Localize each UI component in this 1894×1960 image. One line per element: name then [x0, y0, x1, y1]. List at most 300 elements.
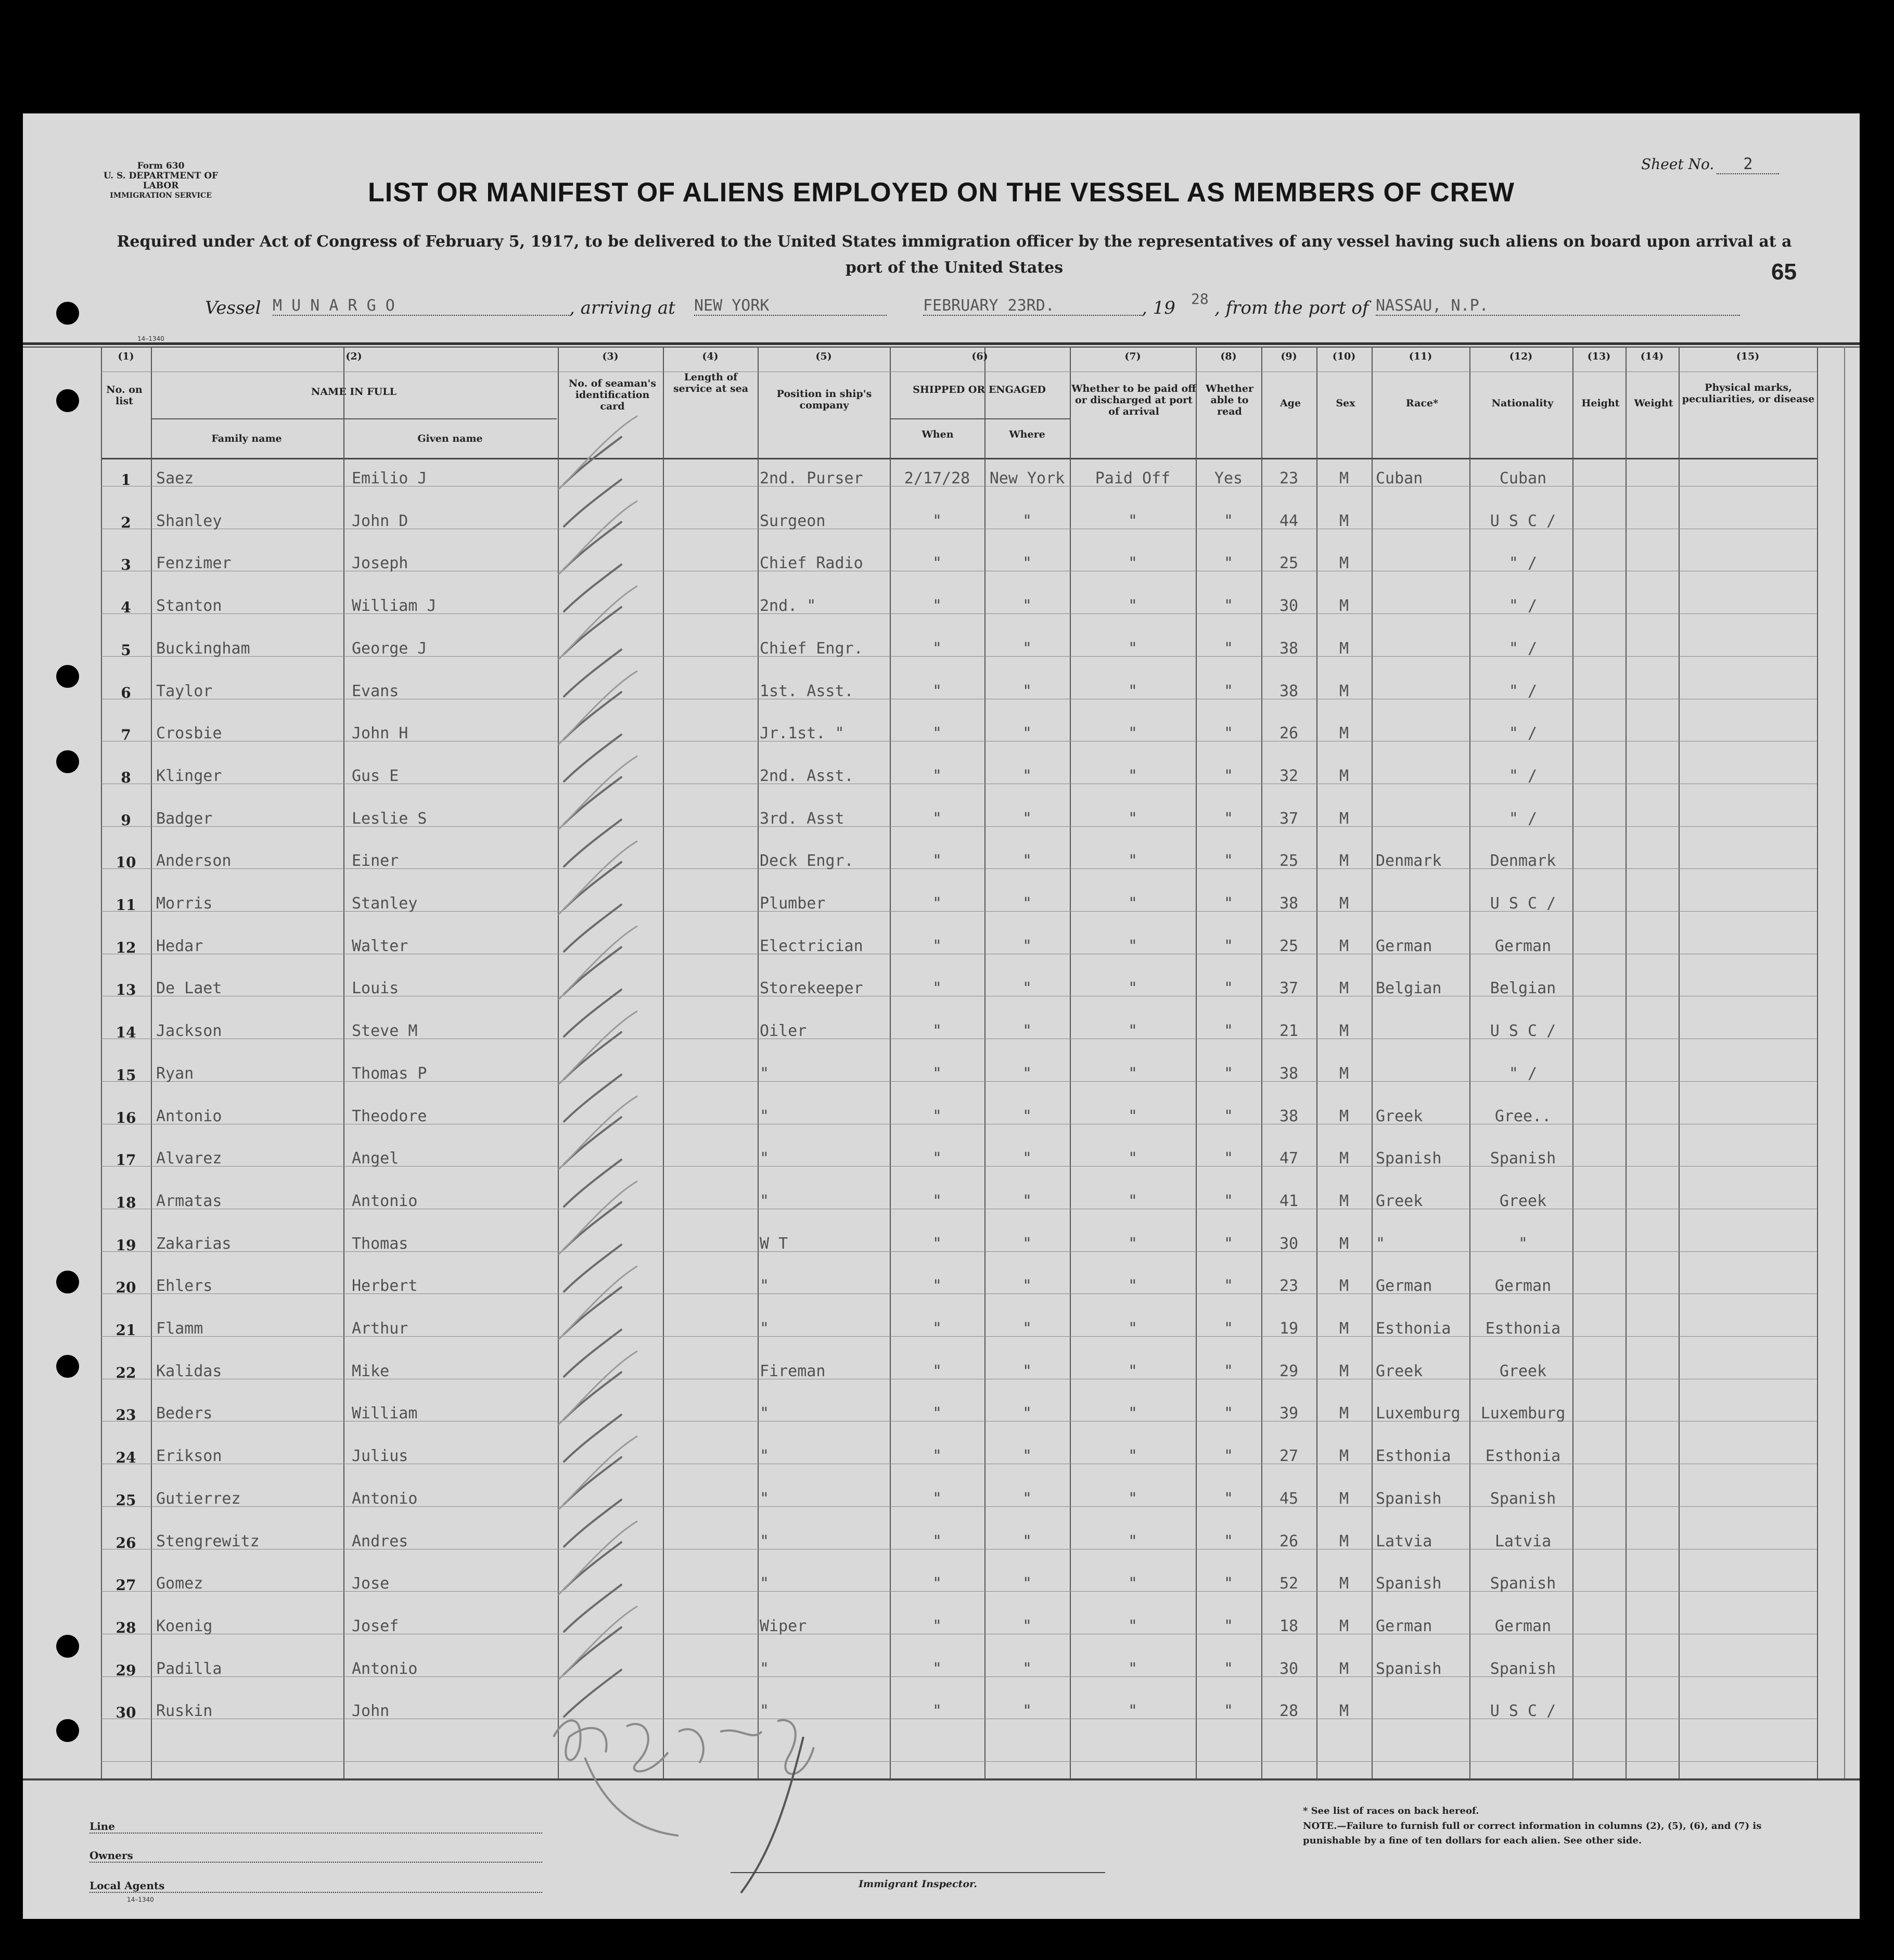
where-cell: "	[1022, 1192, 1032, 1210]
able-read-cell: "	[1223, 682, 1234, 700]
given-name-cell: Gus E	[352, 766, 399, 785]
id-checkmark	[564, 1628, 621, 1674]
able-read-cell: "	[1223, 979, 1234, 998]
given-name-cell: Antonio	[352, 1192, 418, 1210]
nationality-cell: " /	[1508, 809, 1538, 828]
agents-field	[89, 1879, 542, 1893]
nationality-cell: Spanish	[1490, 1149, 1556, 1168]
when-cell: "	[932, 894, 942, 913]
age-cell: 25	[1279, 554, 1299, 573]
race-cell: Spanish	[1376, 1149, 1442, 1168]
sex-cell: M	[1339, 1574, 1349, 1593]
nationality-cell: " /	[1508, 554, 1538, 573]
able-read-cell: "	[1223, 724, 1234, 743]
sex-cell: M	[1339, 1404, 1349, 1423]
when-cell: "	[932, 724, 942, 743]
age-cell: 38	[1279, 894, 1299, 913]
id-checkmark	[564, 607, 621, 654]
race-cell: Greek	[1376, 1107, 1423, 1125]
where-cell: "	[1022, 1362, 1032, 1380]
given-name-cell: Jose	[352, 1574, 390, 1593]
given-name-cell: Thomas	[352, 1234, 408, 1253]
when-cell: "	[932, 1064, 942, 1083]
nationality-cell: " /	[1508, 597, 1538, 616]
able-read-cell: "	[1223, 809, 1234, 828]
given-name-cell: Mike	[352, 1362, 390, 1380]
able-read-cell: "	[1223, 511, 1234, 530]
row-number: 15	[116, 1066, 136, 1084]
age-cell: 30	[1279, 1659, 1299, 1678]
able-read-cell: "	[1223, 1362, 1234, 1380]
when-cell: "	[932, 682, 942, 700]
paid-off-cell: "	[1128, 1064, 1138, 1083]
column-number: (2)	[345, 351, 362, 362]
arriving-label: , arriving at	[569, 298, 675, 318]
race-cell: Denmark	[1376, 852, 1442, 870]
position-cell: Chief Radio	[760, 554, 863, 573]
where-cell: "	[1022, 1234, 1032, 1253]
position-cell: "	[760, 1532, 770, 1551]
race-cell: "	[1376, 1234, 1386, 1253]
family-name-cell: Crosbie	[156, 724, 222, 743]
paid-off-cell: "	[1128, 852, 1138, 870]
where-cell: "	[1022, 1447, 1032, 1466]
row-number: 10	[116, 854, 136, 872]
sheet-number: 2	[1717, 155, 1779, 174]
family-name-cell: Zakarias	[156, 1234, 232, 1253]
position-cell: Wiper	[760, 1617, 807, 1635]
able-read-cell: "	[1223, 639, 1234, 658]
header-position: Position in ship's company	[776, 388, 872, 411]
position-cell: "	[760, 1192, 770, 1210]
age-cell: 23	[1279, 469, 1299, 488]
column-number: (4)	[702, 351, 719, 362]
family-name-cell: Shanley	[156, 511, 222, 530]
sex-cell: M	[1339, 809, 1349, 828]
header-nationality: Nationality	[1491, 398, 1554, 409]
nationality-cell: "	[1518, 1234, 1528, 1253]
given-name-cell: Stanley	[352, 894, 418, 913]
where-cell: "	[1022, 852, 1032, 870]
row-number: 20	[116, 1279, 136, 1297]
able-read-cell: Yes	[1214, 469, 1243, 488]
able-read-cell: "	[1223, 937, 1234, 955]
where-cell: "	[1022, 682, 1032, 700]
when-cell: "	[932, 1192, 942, 1210]
id-checkmark	[564, 1372, 621, 1419]
id-checkmark	[564, 1032, 621, 1079]
row-number: 21	[116, 1322, 136, 1339]
where-cell: "	[1022, 1702, 1032, 1721]
able-read-cell: "	[1223, 1617, 1234, 1635]
nationality-cell: " /	[1508, 766, 1538, 785]
position-cell: "	[760, 1574, 770, 1593]
row-number: 4	[121, 599, 131, 617]
inspector-line	[731, 1872, 1105, 1873]
when-cell: "	[932, 809, 942, 828]
column-number: (15)	[1736, 351, 1760, 362]
when-cell: "	[932, 1107, 942, 1125]
when-cell: "	[932, 1659, 942, 1678]
position-cell: Oiler	[760, 1022, 807, 1041]
sex-cell: M	[1339, 979, 1349, 998]
pencil-marks	[23, 113, 1860, 1919]
position-cell: Electrician	[760, 937, 863, 955]
position-cell: "	[760, 1320, 770, 1338]
nationality-cell: U S C /	[1490, 511, 1556, 530]
when-cell: "	[932, 1234, 942, 1253]
family-name-cell: Ruskin	[156, 1702, 213, 1721]
where-cell: "	[1022, 1532, 1032, 1551]
family-name-cell: Flamm	[156, 1320, 203, 1338]
position-cell: 3rd. Asst	[760, 809, 844, 828]
row-number: 19	[116, 1236, 136, 1254]
able-read-cell: "	[1223, 1702, 1234, 1721]
family-name-cell: Taylor	[156, 682, 213, 700]
sex-cell: M	[1339, 554, 1349, 573]
subtitle: Required under Act of Congress of February 5, 1917, to be delivered to the United States immigration officer by the representatives of any vessel having such aliens on board upon arrival at a port of the United States	[117, 233, 1792, 277]
family-name-cell: De Laet	[156, 979, 222, 998]
page-number: 65	[1771, 259, 1797, 285]
family-name-cell: Saez	[156, 469, 194, 488]
row-number: 9	[121, 811, 131, 829]
nationality-cell: Cuban	[1499, 469, 1547, 488]
paid-off-cell: "	[1128, 1489, 1138, 1508]
given-name-cell: Julius	[352, 1447, 408, 1466]
position-cell: "	[760, 1149, 770, 1168]
family-name-cell: Jackson	[156, 1022, 222, 1041]
paid-off-cell: "	[1128, 1362, 1138, 1380]
service: IMMIGRATION SERVICE	[110, 191, 212, 200]
when-cell: "	[932, 597, 942, 616]
line-field	[89, 1820, 542, 1834]
age-cell: 45	[1279, 1489, 1299, 1508]
row-number: 22	[116, 1364, 136, 1381]
row-number: 6	[121, 684, 131, 701]
race-cell: Belgian	[1376, 979, 1442, 998]
able-read-cell: "	[1223, 554, 1234, 573]
sex-cell: M	[1339, 937, 1349, 955]
paid-off-cell: "	[1128, 1574, 1138, 1593]
when-cell: "	[932, 852, 942, 870]
family-name-cell: Gutierrez	[156, 1489, 241, 1508]
paid-off-cell: "	[1128, 766, 1138, 785]
race-cell: German	[1376, 1617, 1432, 1635]
given-name-cell: Walter	[352, 937, 408, 955]
able-read-cell: "	[1223, 852, 1234, 870]
position-cell: Plumber	[760, 894, 826, 913]
race-cell: Luxemburg	[1376, 1404, 1461, 1423]
nationality-cell: U S C /	[1490, 1702, 1556, 1721]
header-length-service: Length of service at sea	[673, 371, 749, 394]
able-read-cell: "	[1223, 766, 1234, 785]
from-port-label: , from the port of	[1214, 298, 1369, 318]
given-name-cell: Leslie S	[352, 809, 427, 828]
given-name-cell: Andres	[352, 1532, 408, 1551]
race-cell: Cuban	[1376, 469, 1423, 488]
agents-label: Local Agents	[89, 1879, 165, 1892]
able-read-cell: "	[1223, 1489, 1234, 1508]
position-cell: "	[760, 1404, 770, 1423]
id-checkmark	[564, 862, 621, 909]
family-name-cell: Erikson	[156, 1447, 222, 1466]
header-no-on-list: No. on list	[106, 384, 143, 407]
column-number: (9)	[1281, 351, 1297, 362]
able-read-cell: "	[1223, 1532, 1234, 1551]
punch-hole	[56, 389, 79, 412]
given-name-cell: Evans	[352, 682, 399, 700]
when-cell: "	[932, 979, 942, 998]
given-name-cell: Einer	[352, 852, 399, 870]
able-read-cell: "	[1223, 1022, 1234, 1041]
row-number: 1	[121, 471, 131, 489]
where-cell: "	[1022, 937, 1032, 955]
able-read-cell: "	[1223, 1064, 1234, 1083]
sex-cell: M	[1339, 1362, 1349, 1380]
row-number: 12	[116, 939, 136, 956]
given-name-cell: Thomas P	[352, 1064, 427, 1083]
header-when: When	[922, 429, 954, 440]
sex-cell: M	[1339, 1277, 1349, 1296]
position-cell: 1st. Asst.	[760, 682, 854, 700]
family-name-cell: Badger	[156, 809, 213, 828]
sex-cell: M	[1339, 724, 1349, 743]
family-name-cell: Morris	[156, 894, 213, 913]
form-code: 14–1340	[137, 335, 164, 342]
sex-cell: M	[1339, 766, 1349, 785]
sex-cell: M	[1339, 852, 1349, 870]
nationality-cell: Esthonia	[1485, 1320, 1561, 1338]
when-cell: 2/17/28	[904, 469, 970, 488]
position-cell: W T	[760, 1234, 788, 1253]
column-number: (7)	[1124, 351, 1141, 362]
age-cell: 29	[1279, 1362, 1299, 1380]
age-cell: 44	[1279, 511, 1299, 530]
header-paid-off: Whether to be paid off or discharged at port of arrival	[1071, 383, 1196, 417]
where-cell: "	[1022, 724, 1032, 743]
age-cell: 38	[1279, 1107, 1299, 1125]
punch-hole	[56, 665, 79, 688]
race-cell: Esthonia	[1376, 1320, 1451, 1338]
given-name-cell: Antonio	[352, 1659, 418, 1678]
position-cell: Fireman	[760, 1362, 826, 1380]
family-name-cell: Beders	[156, 1404, 213, 1423]
nationality-cell: Gree..	[1494, 1107, 1552, 1125]
family-name-cell: Ryan	[156, 1064, 194, 1083]
position-cell: Deck Engr.	[760, 852, 854, 870]
races-note: * See list of races on back hereof.	[1303, 1805, 1479, 1816]
family-name-cell: Padilla	[156, 1659, 222, 1678]
paid-off-cell: "	[1128, 1149, 1138, 1168]
paid-off-cell: "	[1128, 1022, 1138, 1041]
nationality-cell: Spanish	[1490, 1574, 1556, 1593]
able-read-cell: "	[1223, 1404, 1234, 1423]
able-read-cell: "	[1223, 1659, 1234, 1678]
nationality-cell: " /	[1508, 724, 1538, 743]
family-name-cell: Ehlers	[156, 1277, 213, 1296]
where-cell: "	[1022, 894, 1032, 913]
given-name-cell: Louis	[352, 979, 399, 998]
position-cell: Surgeon	[760, 511, 826, 530]
header-where: Where	[1009, 429, 1045, 440]
age-cell: 18	[1279, 1617, 1299, 1635]
header-height: Height	[1581, 398, 1620, 409]
from-port: NASSAU, N.P.	[1376, 297, 1740, 316]
where-cell: "	[1022, 639, 1032, 658]
paid-off-cell: "	[1128, 1404, 1138, 1423]
header-shipped-engaged: SHIPPED OR ENGAGED	[913, 384, 1046, 395]
id-checkmark	[564, 522, 621, 569]
paid-off-cell: "	[1128, 1320, 1138, 1338]
age-cell: 27	[1279, 1447, 1299, 1466]
when-cell: "	[932, 1574, 942, 1593]
header-name-in-full: NAME IN FULL	[311, 386, 396, 398]
column-number: (8)	[1220, 351, 1237, 362]
punch-hole	[56, 302, 79, 325]
family-name-cell: Fenzimer	[156, 554, 232, 573]
age-cell: 52	[1279, 1574, 1299, 1593]
position-cell: "	[760, 1489, 770, 1508]
when-cell: "	[932, 1320, 942, 1338]
age-cell: 26	[1279, 1532, 1299, 1551]
punch-hole	[56, 1355, 79, 1378]
age-cell: 38	[1279, 682, 1299, 700]
where-cell: New York	[989, 469, 1065, 488]
paid-off-cell: "	[1128, 1447, 1138, 1466]
age-cell: 47	[1279, 1149, 1299, 1168]
position-cell: "	[760, 1659, 770, 1678]
sex-cell: M	[1339, 1617, 1349, 1635]
form-number: Form 630	[137, 161, 185, 171]
inspector-signature	[554, 1720, 814, 1893]
paid-off-cell: "	[1128, 1659, 1138, 1678]
given-name-cell: John H	[352, 724, 408, 743]
row-number: 18	[116, 1194, 136, 1211]
header-id-card: No. of seaman's identification card	[568, 378, 657, 412]
age-cell: 37	[1279, 809, 1299, 828]
family-name-cell: Alvarez	[156, 1149, 222, 1168]
vessel-name: M U N A R G O	[273, 297, 569, 316]
row-number: 26	[116, 1534, 136, 1552]
sex-cell: M	[1339, 1107, 1349, 1125]
vessel-label: Vessel	[205, 298, 261, 318]
given-name-cell: John D	[352, 511, 408, 530]
family-name-cell: Kalidas	[156, 1362, 222, 1380]
paid-off-cell: "	[1128, 597, 1138, 616]
column-number: (13)	[1587, 351, 1611, 362]
sex-cell: M	[1339, 1702, 1349, 1721]
position-cell: 2nd. "	[760, 597, 816, 616]
punch-hole	[56, 1719, 79, 1742]
where-cell: "	[1022, 1022, 1032, 1041]
when-cell: "	[932, 766, 942, 785]
age-cell: 30	[1279, 1234, 1299, 1253]
row-number: 13	[116, 981, 136, 999]
nationality-cell: Belgian	[1490, 979, 1556, 998]
able-read-cell: "	[1223, 1149, 1234, 1168]
header-given-name: Given name	[417, 433, 483, 444]
paid-off-cell: "	[1128, 1192, 1138, 1210]
row-number: 5	[121, 641, 131, 659]
family-name-cell: Stengrewitz	[156, 1532, 260, 1551]
when-cell: "	[932, 639, 942, 658]
age-cell: 26	[1279, 724, 1299, 743]
where-cell: "	[1022, 809, 1032, 828]
id-checkmark	[564, 1287, 621, 1334]
family-name-cell: Hedar	[156, 937, 203, 955]
sex-cell: M	[1339, 1489, 1349, 1508]
nationality-cell: Greek	[1499, 1192, 1547, 1210]
manifest-sheet	[23, 113, 1860, 1919]
when-cell: "	[932, 1702, 942, 1721]
arrival-date: FEBRUARY 23RD.	[923, 297, 1142, 316]
where-cell: "	[1022, 1659, 1032, 1678]
given-name-cell: Arthur	[352, 1320, 408, 1338]
header-physical-marks: Physical marks, peculiarities, or disease	[1682, 382, 1815, 405]
age-cell: 25	[1279, 937, 1299, 955]
paid-off-cell: "	[1128, 1277, 1138, 1296]
arriving-port: NEW YORK	[694, 297, 887, 316]
age-cell: 30	[1279, 597, 1299, 616]
column-number: (12)	[1509, 351, 1533, 362]
family-name-cell: Buckingham	[156, 639, 250, 658]
row-number: 16	[116, 1109, 136, 1126]
able-read-cell: "	[1223, 894, 1234, 913]
paid-off-cell: "	[1128, 682, 1138, 700]
when-cell: "	[932, 1022, 942, 1041]
punch-hole	[56, 750, 79, 773]
age-cell: 25	[1279, 852, 1299, 870]
paid-off-cell: "	[1128, 724, 1138, 743]
given-name-cell: Emilio J	[352, 469, 427, 488]
sex-cell: M	[1339, 1234, 1349, 1253]
id-checkmark	[564, 1457, 621, 1504]
sex-cell: M	[1339, 1447, 1349, 1466]
position-cell: Storekeeper	[760, 979, 863, 998]
able-read-cell: "	[1223, 1107, 1234, 1125]
year-prefix: , 19	[1142, 298, 1175, 318]
id-checkmark	[564, 1670, 621, 1716]
nationality-cell: Esthonia	[1485, 1447, 1561, 1466]
where-cell: "	[1022, 1149, 1032, 1168]
sex-cell: M	[1339, 597, 1349, 616]
where-cell: "	[1022, 979, 1032, 998]
row-number: 3	[121, 556, 131, 574]
able-read-cell: "	[1223, 1234, 1234, 1253]
header-able-read: Whether able to read	[1206, 383, 1253, 417]
given-name-cell: George J	[352, 639, 427, 658]
where-cell: "	[1022, 1107, 1032, 1125]
year-suffix: 28	[1191, 290, 1209, 308]
paid-off-cell: "	[1128, 1617, 1138, 1635]
nationality-cell: U S C /	[1490, 894, 1556, 913]
when-cell: "	[932, 1149, 942, 1168]
column-number: (5)	[815, 351, 832, 362]
family-name-cell: Gomez	[156, 1574, 203, 1593]
position-cell: "	[760, 1277, 770, 1296]
punch-hole	[56, 1271, 79, 1293]
family-name-cell: Anderson	[156, 852, 232, 870]
sex-cell: M	[1339, 639, 1349, 658]
race-cell: Esthonia	[1376, 1447, 1451, 1466]
id-checkmark	[564, 777, 621, 824]
row-number: 23	[116, 1406, 136, 1424]
id-checkmark	[564, 1117, 621, 1164]
row-number: 8	[121, 768, 131, 786]
paid-off-cell: "	[1128, 937, 1138, 955]
column-number: (1)	[118, 351, 134, 362]
age-cell: 21	[1279, 1022, 1299, 1041]
